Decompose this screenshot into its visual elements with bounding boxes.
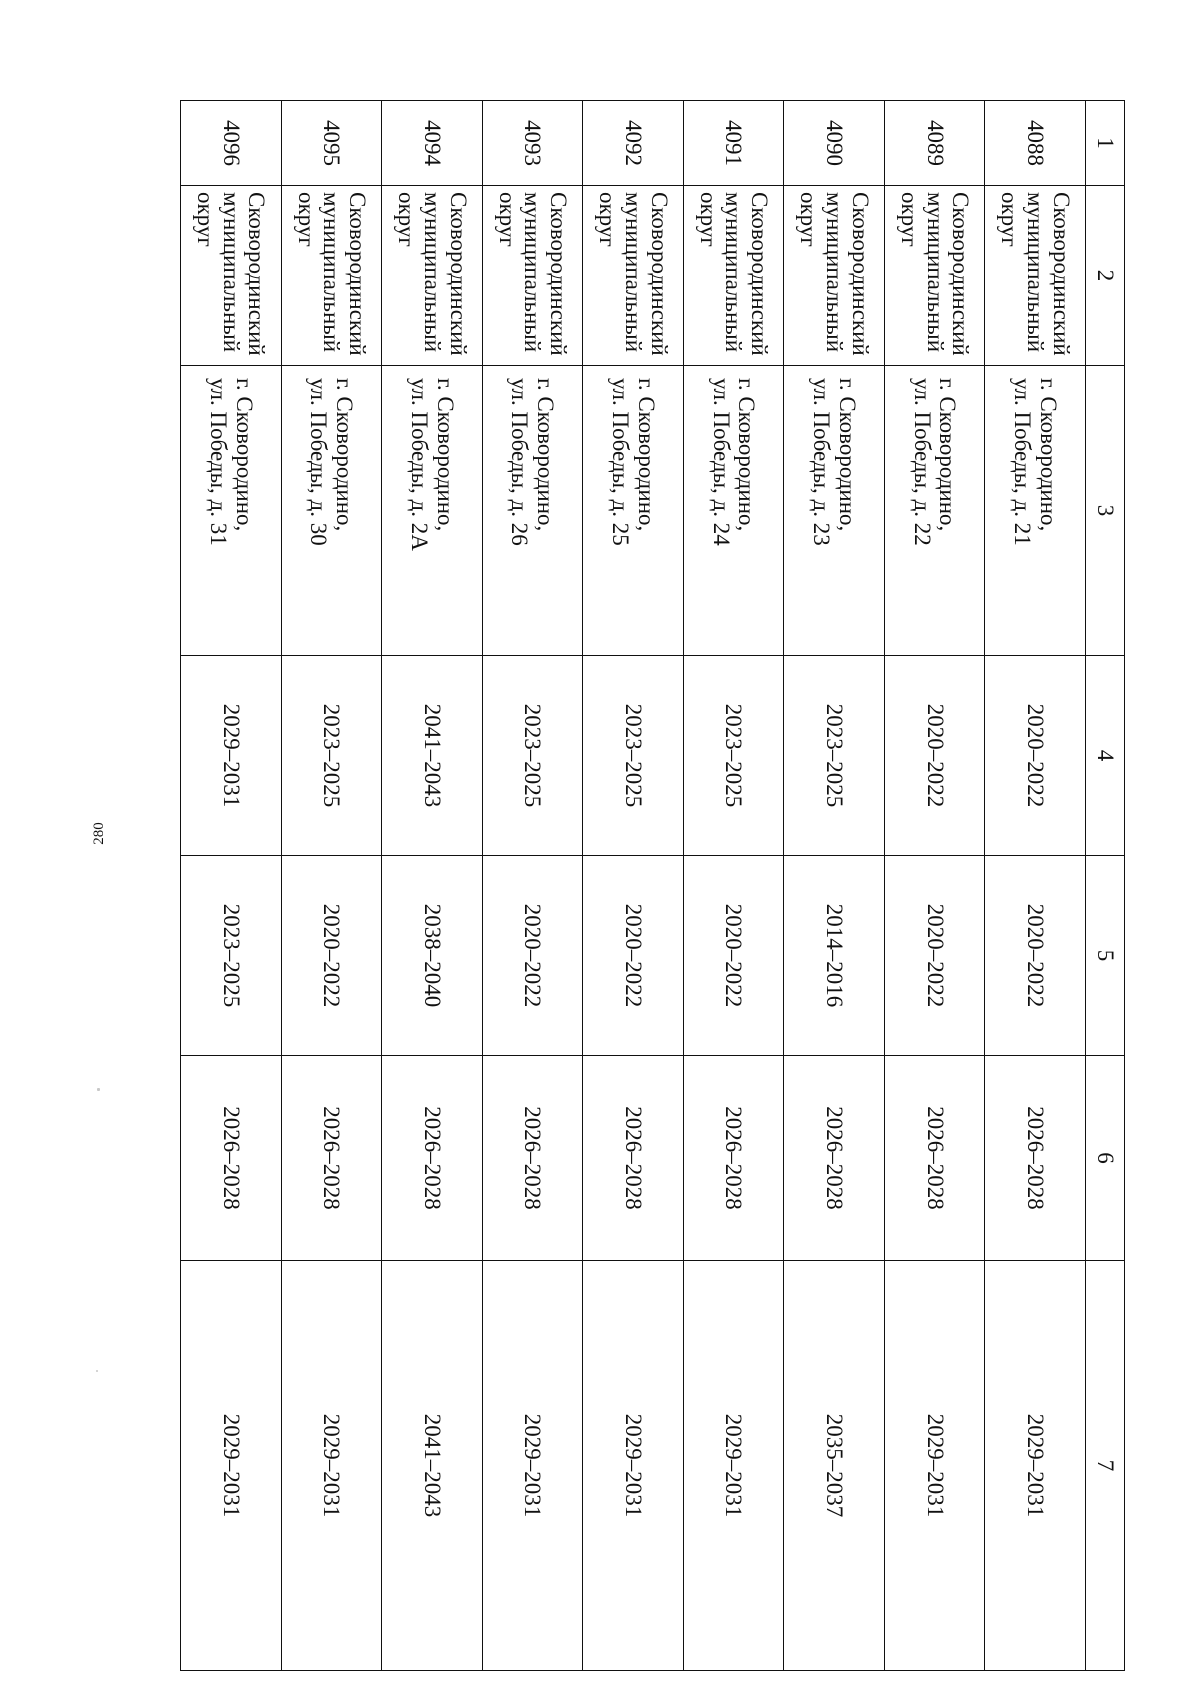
period-cell-col6 — [281, 1056, 382, 1261]
header-row — [1086, 101, 1125, 1671]
address-cell-text: ул. Победы, д. 30 — [306, 378, 332, 546]
period-cell-col4 — [985, 656, 1086, 856]
period-cell-col7 — [583, 1261, 684, 1671]
period-cell-col4 — [683, 656, 784, 856]
period-cell-col5-text: 2023–2025 — [218, 903, 244, 1008]
period-cell-col5 — [683, 856, 784, 1056]
district-cell — [985, 186, 1086, 366]
address-cell-text: ул. Победы, д. 22 — [909, 378, 935, 546]
period-cell-col5 — [482, 856, 583, 1056]
period-cell-col5-text: 2014–2016 — [822, 903, 848, 1008]
period-cell-col6 — [784, 1056, 885, 1261]
district-cell — [784, 186, 885, 366]
district-cell — [281, 186, 382, 366]
address-cell — [482, 366, 583, 656]
table-row — [482, 101, 583, 1671]
period-cell-col7 — [281, 1261, 382, 1671]
district-cell — [884, 186, 985, 366]
table-row — [985, 101, 1086, 1671]
address-cell-text: г. Сковородино, — [935, 378, 961, 532]
scan-speck — [97, 1088, 100, 1091]
period-cell-col5 — [382, 856, 483, 1056]
address-cell-text: г. Сковородино, — [1035, 378, 1061, 532]
district-cell-text: муниципальный — [822, 192, 848, 353]
scan-speck — [96, 1370, 98, 1372]
table-row — [784, 101, 885, 1671]
period-cell-col4 — [181, 656, 282, 856]
period-cell-col6-text: 2026–2028 — [721, 1106, 747, 1210]
district-cell-text: Сковородинский — [244, 192, 270, 356]
address-cell — [985, 366, 1086, 656]
address-cell-text: ул. Победы, д. 2А — [406, 378, 432, 551]
row-number-cell — [281, 101, 382, 186]
address-cell-text: ул. Победы, д. 24 — [708, 378, 734, 546]
period-cell-col5-text: 2020–2022 — [721, 903, 747, 1008]
row-number-cell-text: 4095 — [319, 120, 345, 166]
period-cell-col4 — [382, 656, 483, 856]
period-cell-col6-text: 2026–2028 — [620, 1106, 646, 1210]
district-cell-text: Сковородинский — [445, 192, 471, 356]
district-cell-text: Сковородинский — [1048, 192, 1074, 356]
row-number-cell — [784, 101, 885, 186]
period-cell-col4 — [281, 656, 382, 856]
column-header: 4 — [1086, 656, 1125, 856]
district-cell — [181, 186, 282, 366]
row-number-cell — [583, 101, 684, 186]
period-cell-col5 — [181, 856, 282, 1056]
period-cell-col7-text: 2029–2031 — [721, 1413, 747, 1518]
address-cell-text: ул. Победы, д. 23 — [809, 378, 835, 546]
table-row — [884, 101, 985, 1671]
district-cell-text: муниципальный — [1023, 192, 1049, 353]
district-cell — [583, 186, 684, 366]
period-cell-col6-text: 2026–2028 — [822, 1106, 848, 1210]
period-cell-col5-text: 2020–2022 — [520, 903, 546, 1008]
district-cell-text: муниципальный — [922, 192, 948, 353]
period-cell-col4-text: 2023–2025 — [520, 703, 546, 808]
period-cell-col7 — [482, 1261, 583, 1671]
row-number-cell-text: 4094 — [419, 120, 445, 166]
district-cell-text: муниципальный — [520, 192, 546, 353]
address-cell-text: г. Сковородино, — [533, 378, 559, 532]
district-cell-text: округ — [997, 192, 1023, 247]
row-number-cell-text: 4090 — [822, 120, 848, 166]
table-row — [181, 101, 282, 1671]
row-number-cell-text: 4093 — [520, 120, 546, 166]
district-cell-text: округ — [695, 192, 721, 247]
period-cell-col7 — [382, 1261, 483, 1671]
district-cell-text: муниципальный — [419, 192, 445, 353]
page-number: 280 — [90, 822, 107, 845]
period-cell-col7-text: 2029–2031 — [319, 1413, 345, 1518]
period-cell-col7-text: 2035–2037 — [822, 1413, 848, 1518]
period-cell-col4 — [784, 656, 885, 856]
period-cell-col7-text: 2029–2031 — [520, 1413, 546, 1518]
period-cell-col6 — [884, 1056, 985, 1261]
address-cell — [181, 366, 282, 656]
period-cell-col5-text: 2038–2040 — [419, 903, 445, 1008]
period-cell-col7 — [985, 1261, 1086, 1671]
address-cell — [583, 366, 684, 656]
period-cell-col6-text: 2026–2028 — [419, 1106, 445, 1210]
period-cell-col7 — [683, 1261, 784, 1671]
period-cell-col6 — [382, 1056, 483, 1261]
district-cell-text: Сковородинский — [546, 192, 572, 356]
address-cell-text: г. Сковородино, — [432, 378, 458, 532]
period-cell-col7-text: 2029–2031 — [1023, 1413, 1049, 1518]
period-cell-col5 — [583, 856, 684, 1056]
period-cell-col5 — [281, 856, 382, 1056]
period-cell-col6 — [683, 1056, 784, 1261]
address-cell — [683, 366, 784, 656]
period-cell-col5 — [884, 856, 985, 1056]
period-cell-col6 — [583, 1056, 684, 1261]
address-cell-text: ул. Победы, д. 31 — [205, 378, 231, 546]
address-cell-text: ул. Победы, д. 25 — [608, 378, 634, 546]
district-cell-text: Сковородинский — [345, 192, 371, 356]
row-number-cell — [181, 101, 282, 186]
district-cell-text: Сковородинский — [646, 192, 672, 356]
period-cell-col7 — [784, 1261, 885, 1671]
column-header: 5 — [1086, 856, 1125, 1056]
district-cell-text: муниципальный — [721, 192, 747, 353]
row-number-cell — [382, 101, 483, 186]
period-cell-col5-text: 2020–2022 — [922, 903, 948, 1008]
district-cell-text: Сковородинский — [847, 192, 873, 356]
period-cell-col4 — [583, 656, 684, 856]
column-header: 2 — [1086, 186, 1125, 366]
row-number-cell-text: 4096 — [218, 120, 244, 166]
row-number-cell — [683, 101, 784, 186]
district-cell — [482, 186, 583, 366]
period-cell-col5 — [985, 856, 1086, 1056]
address-cell-text: г. Сковородино, — [834, 378, 860, 532]
table-row — [583, 101, 684, 1671]
district-cell-text: округ — [293, 192, 319, 247]
column-header: 6 — [1086, 1056, 1125, 1261]
address-cell-text: г. Сковородино, — [231, 378, 257, 532]
register-table — [180, 100, 1125, 1671]
period-cell-col4-text: 2029–2031 — [218, 703, 244, 808]
column-header: 7 — [1086, 1261, 1125, 1671]
district-cell-text: муниципальный — [218, 192, 244, 353]
row-number-cell-text: 4092 — [620, 120, 646, 166]
address-cell-text: г. Сковородино, — [332, 378, 358, 532]
period-cell-col5-text: 2020–2022 — [620, 903, 646, 1008]
period-cell-col6 — [482, 1056, 583, 1261]
period-cell-col5 — [784, 856, 885, 1056]
period-cell-col6 — [181, 1056, 282, 1261]
address-cell-text: г. Сковородино, — [633, 378, 659, 532]
period-cell-col4 — [482, 656, 583, 856]
district-cell-text: округ — [896, 192, 922, 247]
period-cell-col7-text: 2029–2031 — [218, 1413, 244, 1518]
period-cell-col6-text: 2026–2028 — [319, 1106, 345, 1210]
row-number-cell — [482, 101, 583, 186]
row-number-cell-text: 4088 — [1023, 120, 1049, 166]
address-cell — [281, 366, 382, 656]
period-cell-col7-text: 2029–2031 — [620, 1413, 646, 1518]
table-row — [683, 101, 784, 1671]
district-cell — [683, 186, 784, 366]
period-cell-col6-text: 2026–2028 — [1023, 1106, 1049, 1210]
district-cell-text: округ — [595, 192, 621, 247]
district-cell — [382, 186, 483, 366]
period-cell-col7 — [181, 1261, 282, 1671]
address-cell — [784, 366, 885, 656]
period-cell-col4-text: 2023–2025 — [721, 703, 747, 808]
period-cell-col4-text: 2020–2022 — [922, 703, 948, 808]
row-number-cell — [884, 101, 985, 186]
period-cell-col4-text: 2023–2025 — [620, 703, 646, 808]
district-cell-text: муниципальный — [319, 192, 345, 353]
period-cell-col6-text: 2026–2028 — [922, 1106, 948, 1210]
period-cell-col4 — [884, 656, 985, 856]
row-number-cell-text: 4091 — [721, 120, 747, 166]
district-cell-text: Сковородинский — [948, 192, 974, 356]
address-cell — [884, 366, 985, 656]
rotated-table-container — [180, 100, 1125, 1670]
address-cell — [382, 366, 483, 656]
column-header: 1 — [1086, 101, 1125, 186]
period-cell-col6-text: 2026–2028 — [520, 1106, 546, 1210]
address-cell-text: г. Сковородино, — [734, 378, 760, 532]
table-row — [281, 101, 382, 1671]
row-number-cell — [985, 101, 1086, 186]
period-cell-col6 — [985, 1056, 1086, 1261]
district-cell-text: муниципальный — [620, 192, 646, 353]
period-cell-col6-text: 2026–2028 — [218, 1106, 244, 1210]
period-cell-col4-text: 2023–2025 — [822, 703, 848, 808]
column-header: 3 — [1086, 366, 1125, 656]
period-cell-col7 — [884, 1261, 985, 1671]
address-cell-text: ул. Победы, д. 26 — [507, 378, 533, 546]
table-body — [181, 101, 1086, 1671]
period-cell-col4-text: 2023–2025 — [319, 703, 345, 808]
district-cell-text: округ — [192, 192, 218, 247]
period-cell-col4-text: 2041–2043 — [419, 703, 445, 808]
period-cell-col7-text: 2029–2031 — [922, 1413, 948, 1518]
district-cell-text: округ — [394, 192, 420, 247]
district-cell-text: Сковородинский — [747, 192, 773, 356]
district-cell-text: округ — [796, 192, 822, 247]
table-row — [382, 101, 483, 1671]
period-cell-col4-text: 2020–2022 — [1023, 703, 1049, 808]
period-cell-col5-text: 2020–2022 — [319, 903, 345, 1008]
period-cell-col5-text: 2020–2022 — [1023, 903, 1049, 1008]
district-cell-text: округ — [494, 192, 520, 247]
address-cell-text: ул. Победы, д. 21 — [1010, 378, 1036, 546]
period-cell-col7-text: 2041–2043 — [419, 1413, 445, 1518]
row-number-cell-text: 4089 — [922, 120, 948, 166]
